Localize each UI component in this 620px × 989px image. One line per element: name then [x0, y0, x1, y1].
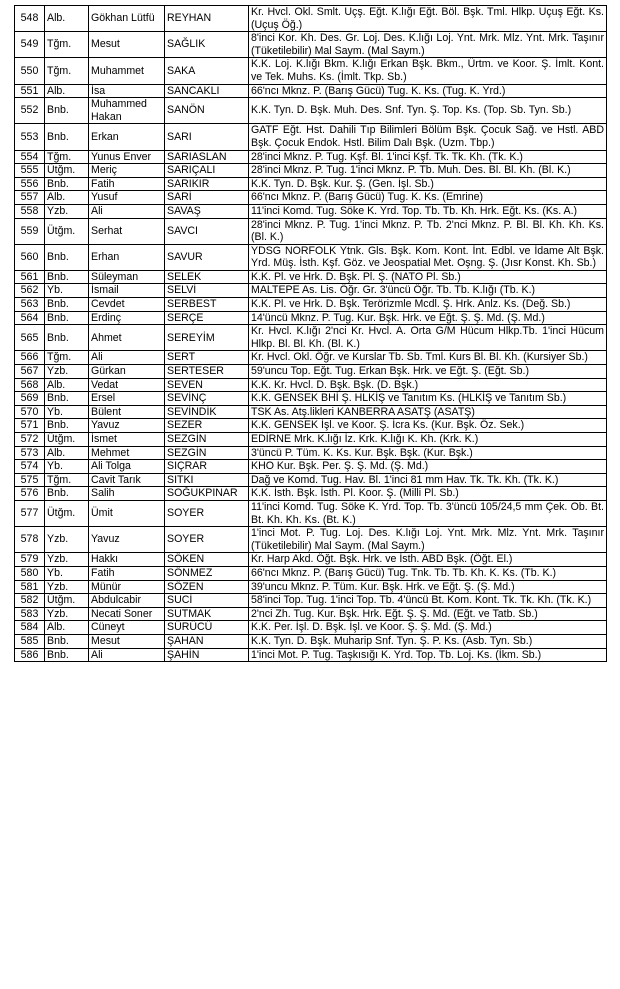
- rank: Bnb.: [45, 634, 89, 648]
- rank: Bnb.: [45, 311, 89, 325]
- first-name: Salih: [89, 487, 165, 501]
- rank: Bnb.: [45, 298, 89, 312]
- last-name: SEVEN: [165, 378, 249, 392]
- unit-assignment: 66'ncı Mknz. P. (Barış Gücü) Tug. Tnk. Tb. Tb. Kh. K. Ks. (Tb. K.): [249, 566, 607, 580]
- table-row: [15, 594, 607, 608]
- unit-assignment: Kr. Hvcl. Okl. Smlt. Uçş. Eğt. K.lığı Eğt. Böl. Bşk. Tml. Hlkp. Uçuş Eğt. Ks. (Uçuş Öğ.): [249, 6, 607, 32]
- rank: Bnb.: [45, 325, 89, 351]
- last-name: SEZGİN: [165, 433, 249, 447]
- row-number: 550: [15, 58, 45, 84]
- table-row: [15, 405, 607, 419]
- unit-assignment: K.K. Pl. ve Hrk. D. Bşk. Terörizmle Mcdl. Ş. Hrk. Anlz. Ks. (Değ. Sb.): [249, 298, 607, 312]
- last-name: SARIASLAN: [165, 150, 249, 164]
- last-name: SERBEST: [165, 298, 249, 312]
- unit-assignment: 66'ncı Mknz. P. (Barış Gücü) Tug. K. Ks. (Tug. K. Yrd.): [249, 84, 607, 98]
- table-row: [15, 32, 607, 58]
- unit-assignment: TSK As. Atş.likleri KANBERRA ASATŞ (ASATŞ): [249, 405, 607, 419]
- row-number: 552: [15, 98, 45, 124]
- first-name: Cavit Tarık: [89, 473, 165, 487]
- rank: Yzb.: [45, 580, 89, 594]
- last-name: REYHAN: [165, 6, 249, 32]
- last-name: SELEK: [165, 270, 249, 284]
- first-name: Erkan: [89, 124, 165, 150]
- rank: Ütğm.: [45, 594, 89, 608]
- unit-assignment: Kr. Hvcl. Okl. Öğr. ve Kurslar Tb. Sb. Tml. Kurs Bl. Bl. Kh. (Kursiyer Sb.): [249, 351, 607, 365]
- unit-assignment: 11'inci Komd. Tug. Söke K. Yrd. Top. Tb. 3'üncü 105/24,5 mm Çek. Ob. Bt. Bt. Kh. Kh. Ks. (Bt. K.): [249, 500, 607, 526]
- first-name: Ali: [89, 351, 165, 365]
- rank: Bnb.: [45, 419, 89, 433]
- table-row: [15, 351, 607, 365]
- rank: Alb.: [45, 446, 89, 460]
- row-number: 548: [15, 6, 45, 32]
- table-row: [15, 150, 607, 164]
- unit-assignment: K.K. Per. İşl. D. Bşk. İşl. ve Koor. Ş. Ş. Md. (Ş. Md.): [249, 621, 607, 635]
- rank: Bnb.: [45, 244, 89, 270]
- first-name: Mesut: [89, 32, 165, 58]
- last-name: SERÇE: [165, 311, 249, 325]
- last-name: SÖKEN: [165, 553, 249, 567]
- table-row: [15, 500, 607, 526]
- row-number: 572: [15, 433, 45, 447]
- last-name: SEZER: [165, 419, 249, 433]
- table-row: [15, 433, 607, 447]
- first-name: Bülent: [89, 405, 165, 419]
- first-name: Mesut: [89, 634, 165, 648]
- table-row: [15, 244, 607, 270]
- unit-assignment: 66'ncı Mknz. P. (Barış Gücü) Tug. K. Ks. (Emrine): [249, 191, 607, 205]
- last-name: SARIKIR: [165, 177, 249, 191]
- last-name: SEVİNDİK: [165, 405, 249, 419]
- first-name: Ersel: [89, 392, 165, 406]
- unit-assignment: 1'inci Mot. P. Tug. Taşkısığı K. Yrd. Top. Tb. Loj. Ks. (İkm. Sb.): [249, 648, 607, 662]
- unit-assignment: K.K. Tyn. D. Bşk. Muh. Des. Snf. Tyn. Ş. Top. Ks. (Top. Sb. Tyn. Sb.): [249, 98, 607, 124]
- table-row: [15, 621, 607, 635]
- last-name: SARI: [165, 124, 249, 150]
- row-number: 574: [15, 460, 45, 474]
- unit-assignment: 28'inci Mknz. P. Tug. 1'inci Mknz. P. Tb. 2'nci Mknz. P. Bl. Bl. Kh. Kh. Ks. (Bl. K.): [249, 218, 607, 244]
- table-row: [15, 487, 607, 501]
- unit-assignment: 28'inci Mknz. P. Tug. 1'inci Mknz. P. Tb. Muh. Des. Bl. Bl. Kh. (Bl. K.): [249, 164, 607, 178]
- table-row: [15, 325, 607, 351]
- personnel-table: [14, 5, 607, 662]
- table-row: [15, 446, 607, 460]
- first-name: İsmet: [89, 433, 165, 447]
- first-name: Muhammed Hakan: [89, 98, 165, 124]
- first-name: Mehmet: [89, 446, 165, 460]
- table-row: [15, 177, 607, 191]
- rank: Alb.: [45, 191, 89, 205]
- row-number: 553: [15, 124, 45, 150]
- table-row: [15, 84, 607, 98]
- row-number: 570: [15, 405, 45, 419]
- first-name: Yusuf: [89, 191, 165, 205]
- first-name: Süleyman: [89, 270, 165, 284]
- unit-assignment: 3'üncü P. Tüm. K. Ks. Kur. Bşk. Bşk. (Kur. Bşk.): [249, 446, 607, 460]
- last-name: SEVİNÇ: [165, 392, 249, 406]
- first-name: Erdinç: [89, 311, 165, 325]
- unit-assignment: 58'inci Top. Tug. 1'inci Top. Tb. 4'üncü Bt. Kom. Kont. Tk. Tk. Kh. (Tk. K.): [249, 594, 607, 608]
- last-name: SIÇRAR: [165, 460, 249, 474]
- row-number: 573: [15, 446, 45, 460]
- row-number: 563: [15, 298, 45, 312]
- table-row: [15, 634, 607, 648]
- last-name: SAVCI: [165, 218, 249, 244]
- rank: Tğm.: [45, 58, 89, 84]
- unit-assignment: 1'inci Mot. P. Tug. Loj. Des. K.lığı Loj. Ynt. Mrk. Mlz. Ynt. Mrk. Taşınır (Tüketilebilir) Mal Saym. (Mal Saym.): [249, 527, 607, 553]
- unit-assignment: K.K. GENSEK BHİ Ş. HLKİŞ ve Tanıtım Ks. (HLKİŞ ve Tanıtım Sb.): [249, 392, 607, 406]
- last-name: SELVİ: [165, 284, 249, 298]
- rank: Bnb.: [45, 98, 89, 124]
- unit-assignment: K.K. Tyn. D. Bşk. Kur. Ş. (Gen. İşl. Sb.): [249, 177, 607, 191]
- first-name: Ümit: [89, 500, 165, 526]
- unit-assignment: K.K. GENSEK İşl. ve Koor. Ş. İcra Ks. (Kur. Bşk. Öz. Sek.): [249, 419, 607, 433]
- unit-assignment: MALTEPE As. Lis. Öğr. Gr. 3'üncü Öğr. Tb. Tb. K.lığı (Tb. K.): [249, 284, 607, 298]
- row-number: 582: [15, 594, 45, 608]
- rank: Yzb.: [45, 204, 89, 218]
- last-name: SANCAKLI: [165, 84, 249, 98]
- row-number: 580: [15, 566, 45, 580]
- row-number: 579: [15, 553, 45, 567]
- rank: Tğm.: [45, 351, 89, 365]
- rank: Alb.: [45, 6, 89, 32]
- first-name: Fatih: [89, 177, 165, 191]
- table-row: [15, 164, 607, 178]
- table-row: [15, 365, 607, 379]
- rank: Alb.: [45, 621, 89, 635]
- rank: Yb.: [45, 284, 89, 298]
- table-row: [15, 419, 607, 433]
- unit-assignment: 11'inci Komd. Tug. Söke K. Yrd. Top. Tb. Tb. Kh. Hrk. Eğt. Ks. (Ks. A.): [249, 204, 607, 218]
- last-name: ŞAHİN: [165, 648, 249, 662]
- rank: Bnb.: [45, 648, 89, 662]
- rank: Bnb.: [45, 487, 89, 501]
- unit-assignment: 39'uncu Mknz. P. Tüm. Kur. Bşk. Hrk. ve Eğt. Ş. (Ş. Md.): [249, 580, 607, 594]
- table-row: [15, 527, 607, 553]
- first-name: Vedat: [89, 378, 165, 392]
- rank: Ütğm.: [45, 500, 89, 526]
- rank: Yb.: [45, 566, 89, 580]
- table-row: [15, 204, 607, 218]
- first-name: İsa: [89, 84, 165, 98]
- row-number: 584: [15, 621, 45, 635]
- unit-assignment: EDİRNE Mrk. K.lığı İz. Krk. K.lığı K. Kh. (Krk. K.): [249, 433, 607, 447]
- row-number: 551: [15, 84, 45, 98]
- row-number: 581: [15, 580, 45, 594]
- unit-assignment: K.K. Kr. Hvcl. D. Bşk. Bşk. (D. Bşk.): [249, 378, 607, 392]
- first-name: Abdulcabir: [89, 594, 165, 608]
- row-number: 560: [15, 244, 45, 270]
- rank: Alb.: [45, 378, 89, 392]
- row-number: 575: [15, 473, 45, 487]
- table-row: [15, 218, 607, 244]
- table-row: [15, 378, 607, 392]
- row-number: 564: [15, 311, 45, 325]
- rank: Yzb.: [45, 365, 89, 379]
- last-name: SUCİ: [165, 594, 249, 608]
- first-name: Muhammet: [89, 58, 165, 84]
- unit-assignment: 59'uncu Top. Eğt. Tug. Erkan Bşk. Hrk. ve Eğt. Ş. (Eğt. Sb.): [249, 365, 607, 379]
- row-number: 549: [15, 32, 45, 58]
- row-number: 565: [15, 325, 45, 351]
- first-name: Gökhan Lütfü: [89, 6, 165, 32]
- rank: Tğm.: [45, 473, 89, 487]
- last-name: SERTESER: [165, 365, 249, 379]
- table-row: [15, 124, 607, 150]
- last-name: SAVUR: [165, 244, 249, 270]
- table-row: [15, 580, 607, 594]
- last-name: SEREYİM: [165, 325, 249, 351]
- first-name: Yavuz: [89, 527, 165, 553]
- row-number: 561: [15, 270, 45, 284]
- last-name: SANÖN: [165, 98, 249, 124]
- first-name: Cüneyt: [89, 621, 165, 635]
- table-row: [15, 473, 607, 487]
- unit-assignment: GATF Eğt. Hst. Dahili Tıp Bilimleri Bölüm Bşk. Çocuk Sağ. ve Hstl. ABD Bşk. Çocuk Endok. Hstl. Bilim Dalı Bşk. (Uzm. Tbp.): [249, 124, 607, 150]
- row-number: 571: [15, 419, 45, 433]
- row-number: 576: [15, 487, 45, 501]
- last-name: SÖNMEZ: [165, 566, 249, 580]
- unit-assignment: K.K. İsth. Bşk. İsth. Pl. Koor. Ş. (Milli Pl. Sb.): [249, 487, 607, 501]
- first-name: Necati Soner: [89, 607, 165, 621]
- table-row: [15, 191, 607, 205]
- row-number: 562: [15, 284, 45, 298]
- row-number: 567: [15, 365, 45, 379]
- unit-assignment: K.K. Loj. K.lığı Bkm. K.lığı Erkan Bşk. Bkm., Ürtm. ve Koor. Ş. İmlt. Kont. ve Tek. Muhs. Ks. (İmlt. Tkp. Sb.): [249, 58, 607, 84]
- table-row: [15, 98, 607, 124]
- first-name: Ali: [89, 204, 165, 218]
- last-name: SAKA: [165, 58, 249, 84]
- first-name: Meriç: [89, 164, 165, 178]
- first-name: Ahmet: [89, 325, 165, 351]
- unit-assignment: 8'inci Kor. Kh. Des. Gr. Loj. Des. K.lığı Loj. Ynt. Mrk. Mlz. Ynt. Mrk. Taşınır (Tüketilebilir) Mal Saym. (Mal Saym.): [249, 32, 607, 58]
- unit-assignment: YDSG NORFOLK Ytnk. Gls. Bşk. Kom. Kont. İnt. Edbl. ve İdame Alt Bşk. Yrd. Müş. İsth. Kşf. Göz. ve Jeospatial Met. Oşng. Ş. (Jısr Konst. Kh. Sb.): [249, 244, 607, 270]
- table-row: [15, 460, 607, 474]
- unit-assignment: 28'inci Mknz. P. Tug. Kşf. Bl. 1'inci Kşf. Tk. Tk. Kh. (Tk. K.): [249, 150, 607, 164]
- table-row: [15, 566, 607, 580]
- row-number: 577: [15, 500, 45, 526]
- first-name: Ali Tolga: [89, 460, 165, 474]
- last-name: SÖZEN: [165, 580, 249, 594]
- last-name: SAVAŞ: [165, 204, 249, 218]
- first-name: Yunus Enver: [89, 150, 165, 164]
- last-name: SARIÇALI: [165, 164, 249, 178]
- row-number: 569: [15, 392, 45, 406]
- last-name: SAĞLIK: [165, 32, 249, 58]
- first-name: Serhat: [89, 218, 165, 244]
- rank: Tğm.: [45, 32, 89, 58]
- rank: Ütğm.: [45, 433, 89, 447]
- first-name: Ali: [89, 648, 165, 662]
- rank: Bnb.: [45, 124, 89, 150]
- first-name: Erhan: [89, 244, 165, 270]
- row-number: 566: [15, 351, 45, 365]
- row-number: 578: [15, 527, 45, 553]
- unit-assignment: 14'üncü Mknz. P. Tug. Kur. Bşk. Hrk. ve Eğt. Ş. Ş. Md. (Ş. Md.): [249, 311, 607, 325]
- row-number: 558: [15, 204, 45, 218]
- table-row: [15, 6, 607, 32]
- last-name: SITKI: [165, 473, 249, 487]
- table-row: [15, 392, 607, 406]
- table-row: [15, 284, 607, 298]
- row-number: 557: [15, 191, 45, 205]
- last-name: SERT: [165, 351, 249, 365]
- first-name: Hakkı: [89, 553, 165, 567]
- rank: Yzb.: [45, 607, 89, 621]
- rank: Bnb.: [45, 177, 89, 191]
- rank: Bnb.: [45, 392, 89, 406]
- unit-assignment: KHO Kur. Bşk. Per. Ş. Ş. Md. (Ş. Md.): [249, 460, 607, 474]
- unit-assignment: K.K. Tyn. D. Bşk. Muharip Snf. Tyn. Ş. P. Ks. (Asb. Tyn. Sb.): [249, 634, 607, 648]
- table-row: [15, 553, 607, 567]
- last-name: ŞAHAN: [165, 634, 249, 648]
- table-row: [15, 648, 607, 662]
- unit-assignment: 2'nci Zh. Tug. Kur. Bşk. Hrk. Eğt. Ş. Ş. Md. (Eğt. ve Tatb. Sb.): [249, 607, 607, 621]
- last-name: SOĞUKPINAR: [165, 487, 249, 501]
- last-name: SARİ: [165, 191, 249, 205]
- row-number: 583: [15, 607, 45, 621]
- last-name: SEZGİN: [165, 446, 249, 460]
- first-name: Yavuz: [89, 419, 165, 433]
- rank: Ütğm.: [45, 218, 89, 244]
- unit-assignment: Kr. Hvcl. K.lığı 2'nci Kr. Hvcl. A. Orta G/M Hücum Hlkp.Tb. 1'inci Hücum Hlkp. Bl. Bl. Kh. (Bl. K.): [249, 325, 607, 351]
- personnel-table-body: [15, 6, 607, 662]
- table-row: [15, 270, 607, 284]
- rank: Ütğm.: [45, 164, 89, 178]
- first-name: Münür: [89, 580, 165, 594]
- last-name: SOYER: [165, 527, 249, 553]
- row-number: 554: [15, 150, 45, 164]
- rank: Yb.: [45, 405, 89, 419]
- row-number: 555: [15, 164, 45, 178]
- unit-assignment: K.K. Pl. ve Hrk. D. Bşk. Pl. Ş. (NATO Pl. Sb.): [249, 270, 607, 284]
- first-name: Gürkan: [89, 365, 165, 379]
- table-row: [15, 58, 607, 84]
- first-name: İsmail: [89, 284, 165, 298]
- rank: Yzb.: [45, 553, 89, 567]
- table-row: [15, 607, 607, 621]
- rank: Bnb.: [45, 270, 89, 284]
- last-name: SÜRÜCÜ: [165, 621, 249, 635]
- first-name: Cevdet: [89, 298, 165, 312]
- rank: Tğm.: [45, 150, 89, 164]
- last-name: SUTMAK: [165, 607, 249, 621]
- row-number: 586: [15, 648, 45, 662]
- row-number: 568: [15, 378, 45, 392]
- last-name: SOYER: [165, 500, 249, 526]
- table-row: [15, 311, 607, 325]
- rank: Yb.: [45, 460, 89, 474]
- unit-assignment: Dağ ve Komd. Tug. Hav. Bl. 1'inci 81 mm Hav. Tk. Tk. Kh. (Tk. K.): [249, 473, 607, 487]
- rank: Yzb.: [45, 527, 89, 553]
- row-number: 585: [15, 634, 45, 648]
- unit-assignment: Kr. Harp Akd. Öğt. Bşk. Hrk. ve İsth. ABD Bşk. (Öğt. El.): [249, 553, 607, 567]
- row-number: 559: [15, 218, 45, 244]
- first-name: Fatih: [89, 566, 165, 580]
- rank: Alb.: [45, 84, 89, 98]
- table-row: [15, 298, 607, 312]
- row-number: 556: [15, 177, 45, 191]
